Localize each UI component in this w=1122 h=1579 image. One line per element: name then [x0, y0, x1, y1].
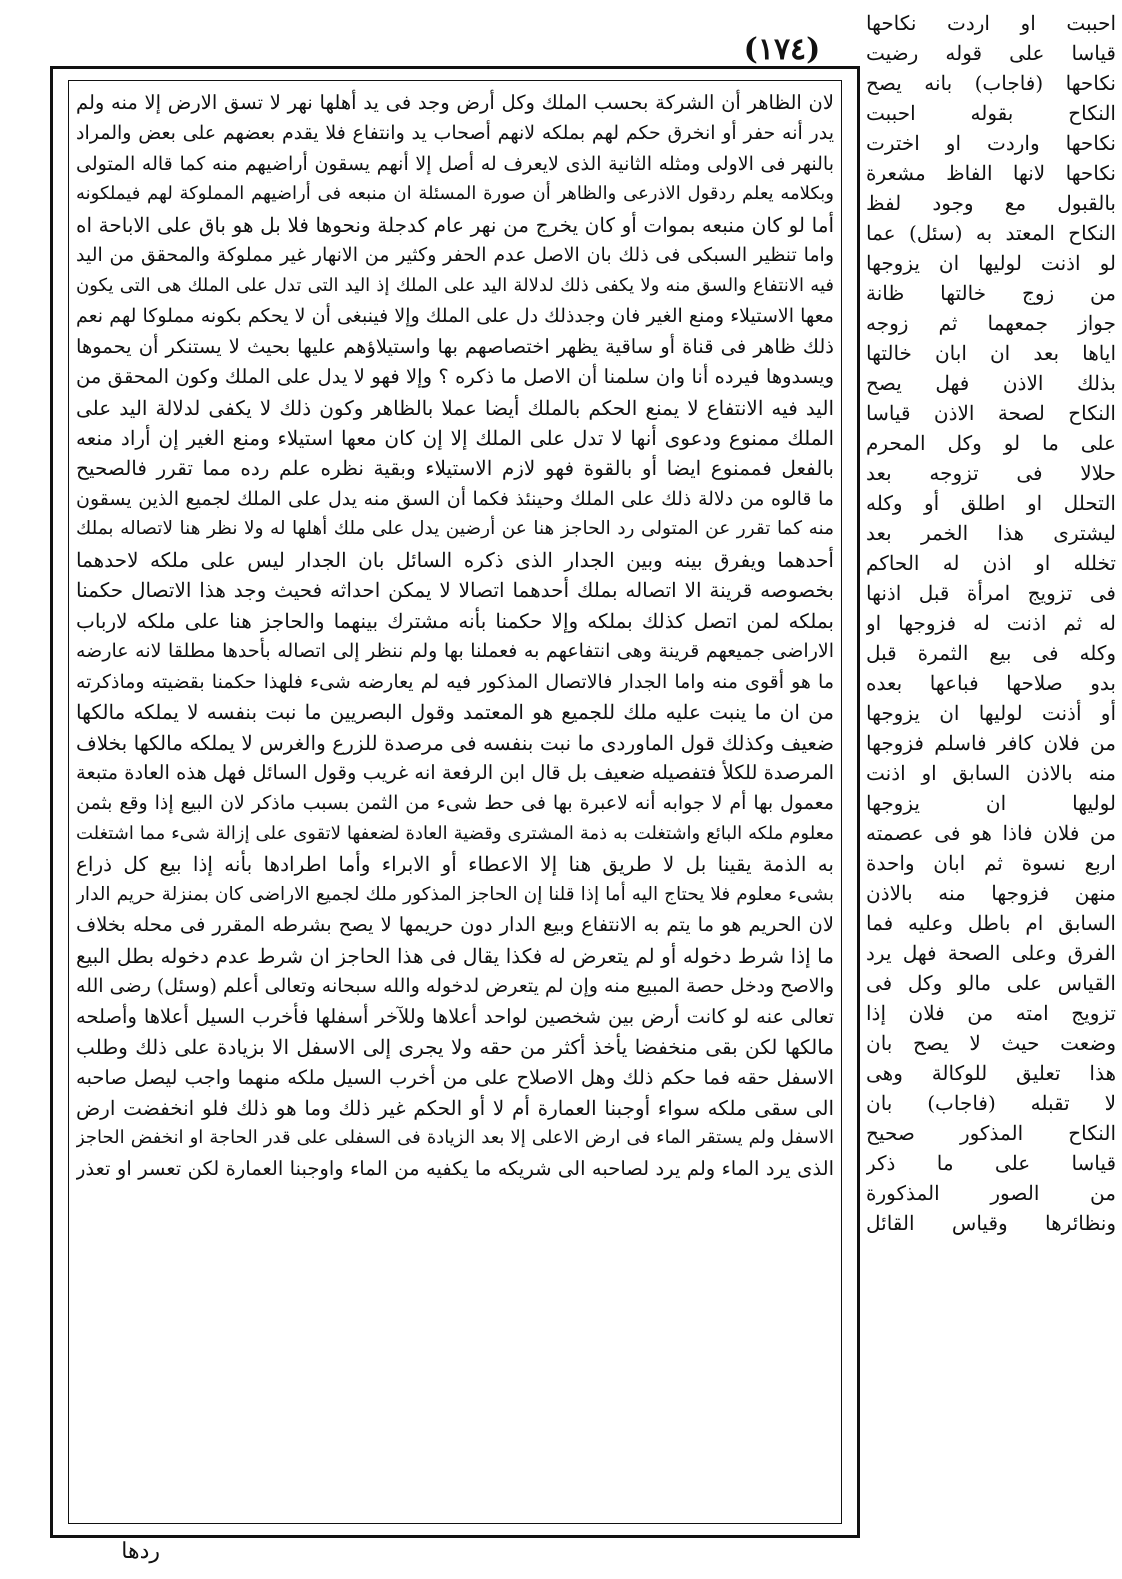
margin-text-line: جواز جمعهما ثم زوجه [866, 311, 1116, 335]
main-text-line: ذلك ظاهر فى قناة أو ساقية يظهر اختصاصهم بها واستيلاؤهم عليها بحيث لا يستنكر أن يحموها [76, 334, 834, 358]
main-text-line: من ان ما ينبت عليه ملك للجميع هو المعتمد وقول البصريين ما نبت بنفسه لا يملكه مالكها [76, 700, 834, 725]
margin-text-line: من فلان فاذا هو فى عصمته [866, 821, 1116, 845]
margin-text-line: ليشترى هذا الخمر بعد [866, 521, 1116, 545]
margin-text-line: من زوج خالتها ظانة [866, 281, 1116, 305]
main-text-line: الذى يرد الماء ولم يرد لصاحبه الى شريكه ما يكفيه من الماء واوجبنا العمارة لكن تعسر او تعذر [76, 1156, 834, 1180]
main-text-line: الى سقى ملكه سواء أوجبنا العمارة أم لا أو الحكم غير ذلك وما هو ذلك فلو انخفضت ارض [76, 1095, 834, 1120]
margin-text-line: حلالا فى تزوجه بعد [866, 461, 1116, 485]
main-text-line: ضعيف وكذلك قول الماوردى ما نبت بنفسه فى مرصدة للزرع والغرس لا يملكه مالكها بخلاف [76, 730, 834, 755]
main-text-line: منه كما تقرر عن المتولى رد الحاجز هنا عن أرضين يدل على ملك أهلها له ولا نظر هنا لاتصاله بملك [76, 518, 834, 540]
margin-text-line: له ثم اذنت له فزوجها او [866, 611, 1116, 635]
main-text-line: الاسفل ولم يستقر الماء فى ارض الاعلى إلا بعد الزيادة فى السفلى على قدر الحاجة او انخفض الحاجز [76, 1127, 834, 1149]
margin-text-line: بالقبول مع وجود لفظ [866, 191, 1116, 215]
main-text-line: مالكها لكن بقى منخفضا يأخذ أكثر من حقه ولا يجرى إلى الاسفل الا بزيادة على ذلك وطلب [76, 1035, 834, 1060]
main-text-line: تعالى عنه لو كانت أرض بين شخصين لواحد أعلاها وللآخر أسفلها فأخرب السيل أعلاها وأصلحه [76, 1004, 834, 1028]
main-text-line: لان الظاهر أن الشركة بحسب الملك وكل أرض وجد فى يد أهلها نهر لا تسق الارض إلا منه ولم [76, 91, 834, 114]
main-text-line: ما قالوه من دلالة ذلك على الملك وحينئذ فكما أن السق منه يدل على الملك لجميع الذين يسقون [76, 487, 834, 510]
margin-text-line: لوليها ان يزوجها [866, 791, 1116, 815]
main-text-line: معها الاستيلاء ومنع الغير فان وجدذلك دل على الملك وإلا فينبغى أن لا يحكم بكونه مملوكا لهم نعم [76, 305, 834, 328]
main-text-line: لان الحريم هو ما يتم به الانتفاع وبيع الدار دون حريمها لا يصح بشرطه المقرر فى محله بخلاف [76, 913, 834, 937]
main-text-line: الاراضى جميعهم قرينة وهى انتفاعهم به فعملنا بها ولم ننظر إلى اتصاله بأحدها مطلقا لانه عارضه [76, 640, 834, 663]
main-text-line: بالفعل فممنوع ايضا أو بالقوة فهو لازم الاستيلاء وبقية نظره علم رده مما تقرر فالصحيح [76, 456, 834, 481]
main-text-line: والاصح ودخل حصة المبيع منه وإن لم يتعرض لدخوله والله سبحانه وتعالى أعلم (وسئل) رضى الله [76, 975, 834, 998]
main-text-block [76, 88, 834, 1516]
margin-text-line: نكاحها لانها الفاظ مشعرة [866, 161, 1116, 185]
margin-text-line: النكاح المذكور صحيح [866, 1121, 1116, 1145]
margin-text-line: اربع نسوة ثم ابان واحدة [866, 851, 1116, 875]
margin-text-line: احببت او اردت نكاحها [866, 11, 1116, 35]
margin-text-line: النكاح المعتد به (سئل) عما [866, 221, 1116, 245]
main-text-line: ما هو أقوى منه واما الجدار فالاتصال المذكور فيه لم يعارضه شىء فلهذا حكمنا بقضيته وماذكرته [76, 670, 834, 693]
main-text-line: ويسدوها فيرده أنا وان سلمنا أن الاصل ما ذكره ؟ وإلا فهو لا يدل على الملك وكون المحقق من [76, 365, 834, 389]
main-text-line: بالنهر فى الاولى ومثله الثانية الذى لايعرف له أصل إلا أنهم يسقون أراضيهم منه كما قاله المتولى [76, 152, 834, 175]
margin-text-line: اياها بعد ان ابان خالتها [866, 341, 1116, 365]
margin-text-line: السابق ام باطل وعليه فما [866, 911, 1116, 935]
catchword: ردها [121, 1539, 160, 1564]
page-number: (١٧٤) [743, 32, 821, 67]
margin-text-line: منه بالاذن السابق او اذنت [866, 761, 1116, 785]
margin-text-line: نكاحها واردت او اخترت [866, 131, 1116, 155]
main-text-line: أحدهما ويفرق بينه وبين الجدار الذى ذكره السائل بان الجدار ليس على ملكه لاحدهما [76, 547, 834, 572]
margin-text-line: من الصور المذكورة [866, 1181, 1116, 1205]
margin-text-line: لا تقبله (فاجاب) بان [866, 1091, 1116, 1115]
main-text-line: بشىء معلوم فلا يحتاج اليه أما إذا قلنا إن الحاجز المذكور ملك لجميع الاراضى كان بمنزلة حريم الدار [76, 883, 834, 905]
margin-text-line: التحلل او اطلق أو وكله [866, 491, 1116, 515]
margin-text-line: لو اذنت لوليها ان يزوجها [866, 251, 1116, 275]
margin-commentary [866, 8, 1116, 1568]
main-text-line: بملكه لمن اتصل كذلك بملكه وإلا حكمنا بأنه مشترك بينهما والحاجز هنا على ملكه لارباب [76, 608, 834, 633]
margin-text-line: ونظائرها وقياس القائل [866, 1211, 1116, 1235]
margin-text-line: وضعت حيث لا يصح بان [866, 1031, 1116, 1055]
margin-text-line: تخلله او اذن له الحاكم [866, 551, 1116, 575]
main-text-line: معمول بها أم لا جوابه أنه لاعبرة بها فى حط شىء من الثمن بسبب ماذكر لان البيع إذا وقع بثمن [76, 792, 834, 815]
main-text-line: الملك ممنوع ودعوى أنها لا تدل على الملك إلا إن كان معها استيلاء ومنع الغير إن أراد منعه [76, 425, 834, 450]
margin-text-line: من فلان كافر فاسلم فزوجها [866, 731, 1116, 755]
main-text-line: واما تنظير السبكى فى ذلك بان الاصل عدم الحفر وكثير من الانهار غير مملوكة والمحقق من اليد [76, 244, 834, 267]
margin-text-line: تزويج امته من فلان إذا [866, 1001, 1116, 1025]
main-text-line: أما لو كان منبعه بموات أو كان يخرج من نهر عام كدجلة ونحوها فلا بل هو باق على الاباحة اه [76, 212, 834, 237]
main-text-line: بخصوصه قرينة الا اتصاله بملك أحدهما اتصالا لا يمكن احداثه فحيث وجد هذا الاتصال حكمنا [76, 578, 834, 603]
margin-text-line: وكله فى بيع الثمرة قبل [866, 641, 1116, 665]
margin-text-line: نكاحها (فاجاب) بانه يصح [866, 71, 1116, 95]
margin-text-line: هذا تعليق للوكالة وهى [866, 1061, 1116, 1085]
main-text-line: الاسفل حقه فما حكم ذلك وهل الاصلاح على من أخرب السيل ملكه منهما واجب ليصل صاحبه [76, 1065, 834, 1089]
main-text-line: فيه الانتفاع والسق منه ولا يكفى ذلك لدلالة اليد على الملك إذ اليد التى تدل على الملك هى التى يكون [76, 274, 834, 296]
margin-text-line: القياس على مالو وكل فى [866, 971, 1116, 995]
margin-text-line: أو أذنت لوليها ان يزوجها [866, 701, 1116, 725]
margin-text-line: بدو صلاحها فباعها بعده [866, 671, 1116, 695]
margin-text-line: الفرق وعلى الصحة فهل يرد [866, 941, 1116, 965]
main-text-line: به الذمة يقينا بل لا طريق هنا إلا الاعطاء أو الابراء وأما اطرادها بأنه إذا بيع كل ذراع [76, 852, 834, 877]
margin-text-line: منهن فزوجها منه بالاذن [866, 881, 1116, 905]
margin-text-line: بذلك الاذن فهل يصح [866, 371, 1116, 395]
main-text-line: وبكلامه يعلم ردقول الاذرعى والظاهر أن صورة المسئلة ان منبعه فى أراضيهم المملوكة لهم فيملكونه [76, 183, 834, 205]
margin-text-line: النكاح لصحة الاذن قياسا [866, 401, 1116, 425]
margin-text-line: قياسا على ما ذكر [866, 1151, 1116, 1175]
main-text-line: اليد فيه الانتفاع لا يمنع الحكم بالملك أيضا عملا بالظاهر وكون ذلك لا يكفى لدلالة اليد على [76, 395, 834, 420]
margin-text-line: فى تزويج امرأة قبل اذنها [866, 581, 1116, 605]
main-text-line: المرصدة للكلأ فتفصيله ضعيف بل قال ابن الرفعة انه غريب وقول السائل فهل هذه العادة متبعة [76, 760, 834, 784]
margin-text-line: النكاح بقوله احببت [866, 101, 1116, 125]
main-text-line: ما إذا شرط دخوله أو لم يتعرض له فكذا يقال فى هذا الحاجز ان شرط عدم دخوله بطل البيع [76, 943, 834, 968]
margin-text-line: قياسا على قوله رضيت [866, 41, 1116, 65]
main-text-line: يدر أنه حفر أو انخرق حكم لهم بملكه لانهم أصحاب يد وانتفاع فلا يقدم بعضهم على بعض والمراد [76, 122, 834, 145]
margin-text-line: على ما لو وكل المحرم [866, 431, 1116, 455]
main-text-line: معلوم ملكه البائع واشتغلت به ذمة المشترى وقضية العادة لضعفها لاتقوى على إزالة شىء مما اشتغلت [76, 822, 834, 844]
